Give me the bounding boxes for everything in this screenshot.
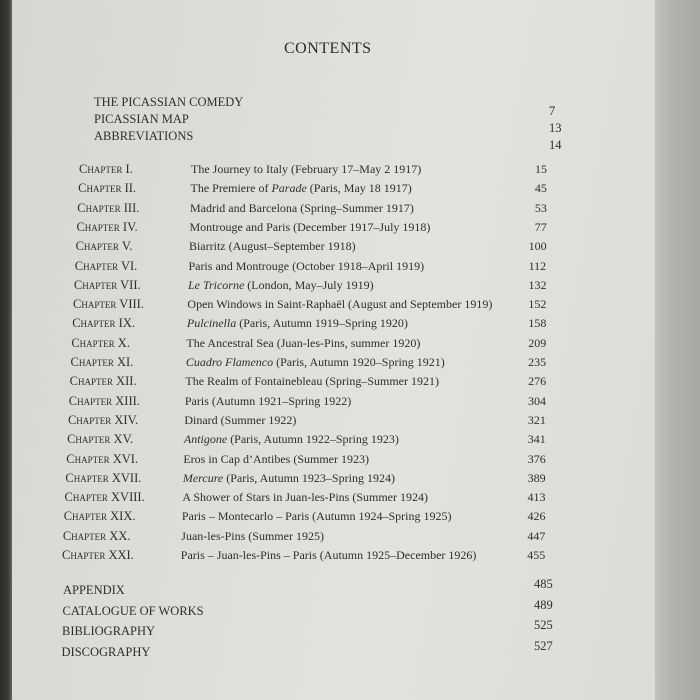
chapter-number: Chapter XIII. bbox=[68, 393, 140, 408]
chapter-page: 276 bbox=[528, 374, 547, 389]
chapter-title: The Journey to Italy (February 17–May 2 1917) bbox=[191, 162, 422, 176]
back-matter-page: 525 bbox=[534, 618, 553, 632]
back-matter-label: DISCOGRAPHY bbox=[61, 644, 151, 659]
chapter-title: Eros in Cap d’Antibes (Summer 1923) bbox=[183, 451, 369, 466]
chapter-number: Chapter XI. bbox=[70, 355, 134, 369]
front-matter-page: 7 bbox=[549, 104, 556, 118]
chapter-page: 132 bbox=[528, 277, 547, 292]
back-matter-page: 527 bbox=[534, 638, 553, 653]
back-matter-label: APPENDIX bbox=[63, 583, 125, 597]
chapter-title: Paris – Juan-les-Pins – Paris (Autumn 1925–December 1926) bbox=[180, 548, 477, 562]
chapter-page: 152 bbox=[528, 297, 547, 312]
chapter-number: Chapter IX. bbox=[72, 316, 135, 331]
front-matter-item bbox=[94, 129, 574, 152]
chapter-number: Chapter XVII. bbox=[65, 470, 142, 485]
chapter-number: Chapter VII. bbox=[73, 277, 141, 292]
chapter-title: Dinard (Summer 1922) bbox=[184, 412, 297, 427]
chapter-title: Antigone (Paris, Autumn 1922–Spring 1923) bbox=[183, 432, 399, 447]
chapter-title: Paris (Autumn 1921–Spring 1922) bbox=[184, 393, 352, 408]
chapter-number: Chapter XIX. bbox=[63, 509, 136, 524]
chapter-number: Chapter IV. bbox=[76, 219, 138, 234]
chapter-title: Cuadro Flamenco (Paris, Autumn 1920–Spring 1921) bbox=[185, 355, 445, 369]
chapter-title: Madrid and Barcelona (Spring–Summer 1917) bbox=[189, 200, 414, 215]
front-matter-label: ABBREVIATIONS bbox=[94, 129, 194, 143]
front-matter-label: THE PICASSIAN COMEDY bbox=[94, 95, 244, 109]
chapter-number: Chapter XV. bbox=[67, 432, 134, 447]
chapter-title-italic: Mercure bbox=[182, 470, 224, 485]
front-matter-page: 13 bbox=[549, 121, 562, 135]
back-matter-page: 485 bbox=[534, 577, 553, 591]
chapter-page: 455 bbox=[527, 548, 546, 562]
chapter-title: The Premiere of Parade (Paris, May 18 1917) bbox=[190, 181, 412, 196]
chapter-number: Chapter VIII. bbox=[73, 297, 144, 312]
chapter-title: Open Windows in Saint-Raphaël (August and September 1919) bbox=[187, 297, 493, 312]
back-matter-label: BIBLIOGRAPHY bbox=[62, 624, 156, 638]
chapter-page: 447 bbox=[527, 528, 546, 543]
chapter-number: Chapter XXI. bbox=[62, 548, 134, 562]
chapter-page: 158 bbox=[528, 316, 547, 331]
chapter-page: 321 bbox=[527, 412, 546, 427]
chapter-number: Chapter XII. bbox=[69, 374, 137, 389]
chapter-number: Chapter II. bbox=[78, 181, 137, 196]
chapter-number: Chapter XIV. bbox=[67, 412, 139, 427]
chapter-page: 112 bbox=[528, 258, 547, 273]
chapter-title: Paris – Montecarlo – Paris (Autumn 1924–Spring 1925) bbox=[181, 509, 452, 524]
chapter-page: 53 bbox=[534, 200, 547, 215]
chapter-title: Mercure (Paris, Autumn 1923–Spring 1924) bbox=[182, 470, 395, 485]
chapter-title: The Ancestral Sea (Juan-les-Pins, summer 1920) bbox=[186, 335, 421, 350]
chapter-title: Pulcinella (Paris, Autumn 1919–Spring 1920) bbox=[186, 316, 408, 331]
chapter-title-italic: Cuadro Flamenco bbox=[185, 355, 274, 369]
chapter-page: 413 bbox=[527, 490, 546, 505]
chapter-page: 341 bbox=[527, 432, 546, 447]
chapter-page: 389 bbox=[527, 470, 546, 485]
chapter-number: Chapter XVI. bbox=[66, 451, 139, 466]
back-matter-page: 489 bbox=[534, 597, 553, 612]
chapter-number: Chapter V. bbox=[75, 239, 133, 254]
chapter-title: Juan-les-Pins (Summer 1925) bbox=[181, 528, 324, 543]
front-matter-list bbox=[94, 95, 574, 152]
chapter-page: 376 bbox=[527, 451, 546, 466]
chapter-number: Chapter X. bbox=[71, 335, 130, 350]
back-matter-label: CATALOGUE OF WORKS bbox=[62, 603, 204, 618]
chapter-title: A Shower of Stars in Juan-les-Pins (Summer 1924) bbox=[182, 490, 428, 505]
chapter-page: 235 bbox=[528, 355, 547, 369]
chapter-title-italic: Pulcinella bbox=[186, 316, 237, 331]
chapter-title: Biarritz (August–September 1918) bbox=[188, 239, 356, 254]
chapter-title: Paris and Montrouge (October 1918–April 1919) bbox=[188, 258, 425, 273]
book-page bbox=[12, 0, 657, 700]
front-matter-page: 14 bbox=[549, 138, 562, 152]
chapter-page: 209 bbox=[528, 335, 547, 350]
chapter-number: Chapter I. bbox=[79, 162, 133, 176]
chapter-title: Montrouge and Paris (December 1917–July 1918) bbox=[189, 219, 431, 234]
front-matter-item bbox=[94, 112, 574, 135]
chapter-title: Le Tricorne (London, May–July 1919) bbox=[187, 277, 374, 292]
page-edge bbox=[655, 0, 700, 700]
chapter-page: 304 bbox=[527, 393, 546, 408]
chapter-number: Chapter III. bbox=[77, 200, 140, 215]
chapter-page: 426 bbox=[527, 509, 546, 524]
front-matter-label: PICASSIAN MAP bbox=[94, 112, 189, 126]
chapter-title-italic: Antigone bbox=[183, 432, 228, 447]
front-matter-item bbox=[94, 95, 574, 118]
chapter-title-italic: Parade bbox=[271, 181, 307, 196]
chapter-number: Chapter XVIII. bbox=[64, 490, 145, 505]
chapter-number: Chapter XX. bbox=[62, 528, 131, 543]
chapter-page: 45 bbox=[534, 181, 547, 196]
chapter-number: Chapter VI. bbox=[74, 258, 138, 273]
chapter-page: 100 bbox=[528, 239, 547, 254]
chapter-page: 15 bbox=[535, 162, 547, 176]
chapter-page: 77 bbox=[534, 219, 547, 234]
chapter-title-italic: Le Tricorne bbox=[187, 277, 245, 292]
page-title: CONTENTS bbox=[284, 40, 372, 57]
chapter-title: The Realm of Fontainebleau (Spring–Summer 1921) bbox=[185, 374, 439, 389]
